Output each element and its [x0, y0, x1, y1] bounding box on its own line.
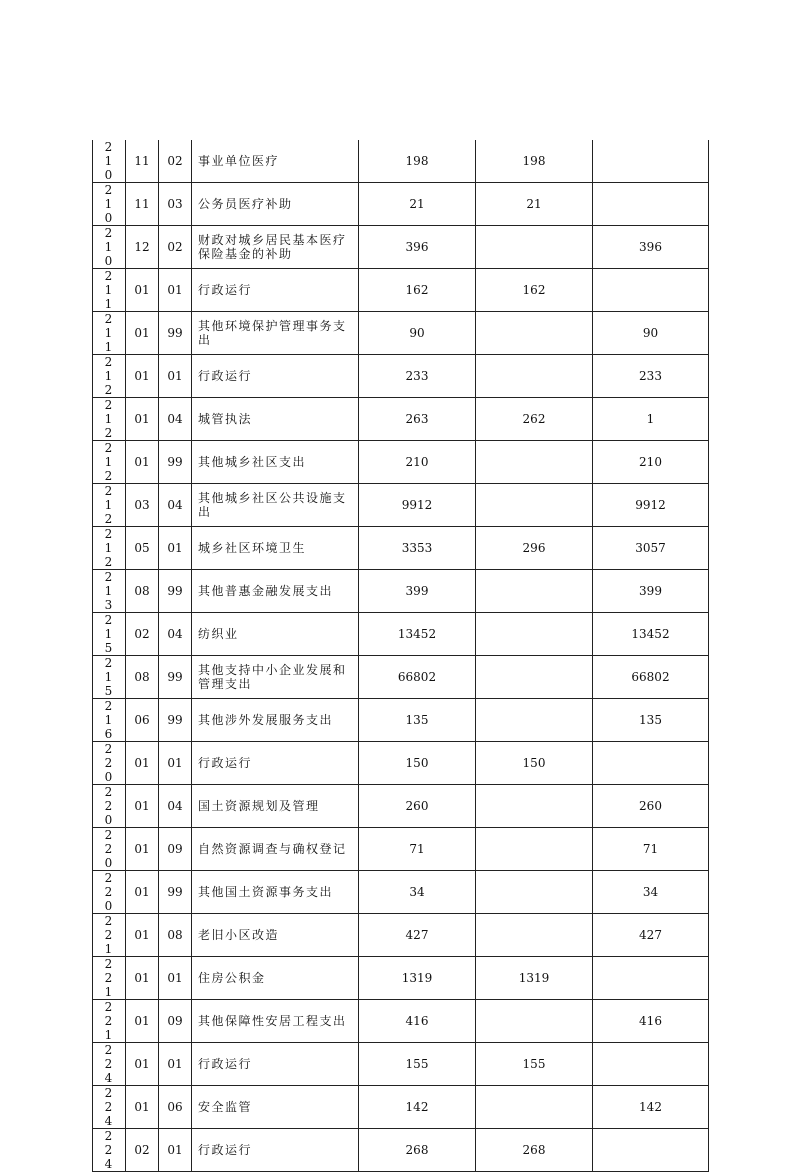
class-code-text: 212 [104, 355, 114, 397]
class-code-text: 224 [104, 1129, 114, 1171]
item-code-cell: 01 [159, 742, 192, 785]
project-expenditure-cell: 260 [593, 785, 709, 828]
project-expenditure-cell: 399 [593, 570, 709, 613]
item-code-cell: 03 [159, 183, 192, 226]
section-code-cell: 11 [126, 183, 159, 226]
section-code-cell: 08 [126, 656, 159, 699]
section-code-cell: 01 [126, 785, 159, 828]
basic-expenditure-cell [476, 656, 593, 699]
basic-expenditure-cell [476, 871, 593, 914]
subject-name-cell: 行政运行 [192, 1043, 359, 1086]
item-code-cell: 04 [159, 398, 192, 441]
total-amount-cell: 427 [359, 914, 476, 957]
basic-expenditure-cell [476, 785, 593, 828]
section-code-cell: 01 [126, 441, 159, 484]
class-code-cell [93, 957, 126, 1000]
section-code-cell: 01 [126, 312, 159, 355]
section-code-cell: 05 [126, 527, 159, 570]
section-code-cell: 01 [126, 398, 159, 441]
basic-expenditure-cell: 268 [476, 1129, 593, 1172]
project-expenditure-cell: 210 [593, 441, 709, 484]
project-expenditure-cell: 90 [593, 312, 709, 355]
subject-name-cell: 行政运行 [192, 269, 359, 312]
project-expenditure-cell: 71 [593, 828, 709, 871]
class-code-cell [93, 140, 126, 183]
item-code-cell: 99 [159, 312, 192, 355]
class-code-text: 211 [104, 312, 114, 354]
basic-expenditure-cell: 21 [476, 183, 593, 226]
class-code-text: 212 [104, 398, 114, 440]
basic-expenditure-cell [476, 699, 593, 742]
class-code-cell [93, 828, 126, 871]
subject-name-cell: 住房公积金 [192, 957, 359, 1000]
class-code-text: 221 [104, 1000, 114, 1042]
subject-name-cell: 行政运行 [192, 355, 359, 398]
project-expenditure-cell: 9912 [593, 484, 709, 527]
total-amount-cell: 13452 [359, 613, 476, 656]
table-row [93, 183, 709, 226]
table-body [93, 140, 709, 1172]
class-code-cell [93, 613, 126, 656]
subject-name-cell: 其他涉外发展服务支出 [192, 699, 359, 742]
class-code-cell [93, 484, 126, 527]
item-code-cell: 09 [159, 828, 192, 871]
section-code-cell: 01 [126, 269, 159, 312]
basic-expenditure-cell: 155 [476, 1043, 593, 1086]
section-code-cell: 01 [126, 871, 159, 914]
total-amount-cell: 142 [359, 1086, 476, 1129]
total-amount-cell: 263 [359, 398, 476, 441]
subject-name-cell: 其他城乡社区支出 [192, 441, 359, 484]
subject-name-cell: 财政对城乡居民基本医疗保险基金的补助 [192, 226, 359, 269]
table-row [93, 312, 709, 355]
subject-name-cell: 城乡社区环境卫生 [192, 527, 359, 570]
total-amount-cell: 268 [359, 1129, 476, 1172]
item-code-cell: 01 [159, 527, 192, 570]
item-code-cell: 08 [159, 914, 192, 957]
total-amount-cell: 150 [359, 742, 476, 785]
item-code-cell: 01 [159, 1129, 192, 1172]
total-amount-cell: 71 [359, 828, 476, 871]
item-code-cell: 09 [159, 1000, 192, 1043]
section-code-cell: 01 [126, 1000, 159, 1043]
class-code-cell [93, 699, 126, 742]
section-code-cell: 11 [126, 140, 159, 183]
subject-name-cell: 老旧小区改造 [192, 914, 359, 957]
project-expenditure-cell [593, 1043, 709, 1086]
basic-expenditure-cell [476, 226, 593, 269]
table-row [93, 441, 709, 484]
table-row [93, 140, 709, 183]
item-code-cell: 02 [159, 140, 192, 183]
class-code-cell [93, 312, 126, 355]
total-amount-cell: 66802 [359, 656, 476, 699]
subject-name-cell: 行政运行 [192, 742, 359, 785]
total-amount-cell: 34 [359, 871, 476, 914]
subject-name-cell: 其他城乡社区公共设施支出 [192, 484, 359, 527]
basic-expenditure-cell [476, 484, 593, 527]
budget-expenditure-table [92, 140, 709, 1172]
section-code-cell: 02 [126, 613, 159, 656]
total-amount-cell: 198 [359, 140, 476, 183]
subject-name-cell: 自然资源调查与确权登记 [192, 828, 359, 871]
total-amount-cell: 233 [359, 355, 476, 398]
basic-expenditure-cell [476, 613, 593, 656]
total-amount-cell: 396 [359, 226, 476, 269]
total-amount-cell: 3353 [359, 527, 476, 570]
section-code-cell: 01 [126, 957, 159, 1000]
table-row [93, 355, 709, 398]
total-amount-cell: 21 [359, 183, 476, 226]
class-code-cell [93, 785, 126, 828]
section-code-cell: 01 [126, 1043, 159, 1086]
table-row [93, 785, 709, 828]
basic-expenditure-cell: 198 [476, 140, 593, 183]
basic-expenditure-cell [476, 570, 593, 613]
class-code-cell [93, 656, 126, 699]
project-expenditure-cell [593, 1129, 709, 1172]
project-expenditure-cell: 396 [593, 226, 709, 269]
section-code-cell: 12 [126, 226, 159, 269]
table-row [93, 269, 709, 312]
project-expenditure-cell [593, 140, 709, 183]
basic-expenditure-cell [476, 1000, 593, 1043]
table-row [93, 484, 709, 527]
project-expenditure-cell [593, 742, 709, 785]
item-code-cell: 01 [159, 1043, 192, 1086]
class-code-cell [93, 1000, 126, 1043]
item-code-cell: 99 [159, 656, 192, 699]
section-code-cell: 01 [126, 914, 159, 957]
item-code-cell: 99 [159, 441, 192, 484]
item-code-cell: 01 [159, 355, 192, 398]
section-code-cell: 03 [126, 484, 159, 527]
section-code-cell: 01 [126, 828, 159, 871]
project-expenditure-cell [593, 269, 709, 312]
basic-expenditure-cell [476, 355, 593, 398]
basic-expenditure-cell: 262 [476, 398, 593, 441]
total-amount-cell: 135 [359, 699, 476, 742]
table-row [93, 527, 709, 570]
subject-name-cell: 行政运行 [192, 1129, 359, 1172]
basic-expenditure-cell [476, 441, 593, 484]
class-code-text: 211 [104, 269, 114, 311]
project-expenditure-cell: 142 [593, 1086, 709, 1129]
item-code-cell: 99 [159, 871, 192, 914]
basic-expenditure-cell: 296 [476, 527, 593, 570]
table-row [93, 699, 709, 742]
project-expenditure-cell [593, 957, 709, 1000]
total-amount-cell: 155 [359, 1043, 476, 1086]
total-amount-cell: 1319 [359, 957, 476, 1000]
table-row [93, 914, 709, 957]
subject-name-cell: 其他普惠金融发展支出 [192, 570, 359, 613]
class-code-text: 212 [104, 527, 114, 569]
table-row [93, 871, 709, 914]
class-code-cell [93, 914, 126, 957]
section-code-cell: 08 [126, 570, 159, 613]
total-amount-cell: 416 [359, 1000, 476, 1043]
class-code-cell [93, 355, 126, 398]
class-code-cell [93, 183, 126, 226]
table-row [93, 613, 709, 656]
class-code-text: 224 [104, 1043, 114, 1085]
class-code-text: 210 [104, 183, 114, 225]
class-code-text: 216 [104, 699, 114, 741]
project-expenditure-cell [593, 183, 709, 226]
class-code-cell [93, 1043, 126, 1086]
project-expenditure-cell: 1 [593, 398, 709, 441]
class-code-text: 210 [104, 226, 114, 268]
item-code-cell: 99 [159, 570, 192, 613]
class-code-cell [93, 527, 126, 570]
basic-expenditure-cell: 1319 [476, 957, 593, 1000]
class-code-text: 221 [104, 914, 114, 956]
basic-expenditure-cell [476, 828, 593, 871]
total-amount-cell: 90 [359, 312, 476, 355]
class-code-cell [93, 398, 126, 441]
section-code-cell: 01 [126, 1086, 159, 1129]
table-row [93, 1086, 709, 1129]
project-expenditure-cell: 233 [593, 355, 709, 398]
basic-expenditure-cell [476, 1086, 593, 1129]
table-row [93, 398, 709, 441]
total-amount-cell: 399 [359, 570, 476, 613]
total-amount-cell: 260 [359, 785, 476, 828]
total-amount-cell: 210 [359, 441, 476, 484]
class-code-text: 210 [104, 140, 114, 182]
subject-name-cell: 纺织业 [192, 613, 359, 656]
basic-expenditure-cell [476, 914, 593, 957]
project-expenditure-cell: 416 [593, 1000, 709, 1043]
project-expenditure-cell: 427 [593, 914, 709, 957]
table-row [93, 957, 709, 1000]
table-row [93, 656, 709, 699]
section-code-cell: 01 [126, 355, 159, 398]
class-code-cell [93, 1086, 126, 1129]
table-row [93, 1129, 709, 1172]
basic-expenditure-cell: 162 [476, 269, 593, 312]
item-code-cell: 06 [159, 1086, 192, 1129]
project-expenditure-cell: 66802 [593, 656, 709, 699]
subject-name-cell: 安全监管 [192, 1086, 359, 1129]
table-row [93, 1043, 709, 1086]
class-code-cell [93, 269, 126, 312]
subject-name-cell: 公务员医疗补助 [192, 183, 359, 226]
class-code-text: 224 [104, 1086, 114, 1128]
total-amount-cell: 9912 [359, 484, 476, 527]
basic-expenditure-cell: 150 [476, 742, 593, 785]
table-row [93, 828, 709, 871]
item-code-cell: 99 [159, 699, 192, 742]
item-code-cell: 04 [159, 785, 192, 828]
subject-name-cell: 其他国土资源事务支出 [192, 871, 359, 914]
class-code-cell [93, 441, 126, 484]
project-expenditure-cell: 135 [593, 699, 709, 742]
item-code-cell: 02 [159, 226, 192, 269]
item-code-cell: 01 [159, 957, 192, 1000]
subject-name-cell: 事业单位医疗 [192, 140, 359, 183]
item-code-cell: 04 [159, 613, 192, 656]
section-code-cell: 02 [126, 1129, 159, 1172]
table-row [93, 742, 709, 785]
class-code-text: 220 [104, 785, 114, 827]
basic-expenditure-cell [476, 312, 593, 355]
class-code-text: 220 [104, 828, 114, 870]
subject-name-cell: 其他环境保护管理事务支出 [192, 312, 359, 355]
class-code-cell [93, 742, 126, 785]
class-code-cell [93, 226, 126, 269]
subject-name-cell: 其他支持中小企业发展和管理支出 [192, 656, 359, 699]
class-code-text: 212 [104, 441, 114, 483]
item-code-cell: 04 [159, 484, 192, 527]
class-code-text: 220 [104, 871, 114, 913]
class-code-cell [93, 871, 126, 914]
table-row [93, 570, 709, 613]
subject-name-cell: 国土资源规划及管理 [192, 785, 359, 828]
total-amount-cell: 162 [359, 269, 476, 312]
class-code-text: 215 [104, 613, 114, 655]
section-code-cell: 06 [126, 699, 159, 742]
class-code-text: 213 [104, 570, 114, 612]
class-code-cell [93, 1129, 126, 1172]
project-expenditure-cell: 13452 [593, 613, 709, 656]
project-expenditure-cell: 3057 [593, 527, 709, 570]
class-code-text: 215 [104, 656, 114, 698]
class-code-text: 212 [104, 484, 114, 526]
class-code-cell [93, 570, 126, 613]
class-code-text: 221 [104, 957, 114, 999]
class-code-text: 220 [104, 742, 114, 784]
item-code-cell: 01 [159, 269, 192, 312]
section-code-cell: 01 [126, 742, 159, 785]
table-row [93, 1000, 709, 1043]
project-expenditure-cell: 34 [593, 871, 709, 914]
subject-name-cell: 城管执法 [192, 398, 359, 441]
table-row [93, 226, 709, 269]
subject-name-cell: 其他保障性安居工程支出 [192, 1000, 359, 1043]
